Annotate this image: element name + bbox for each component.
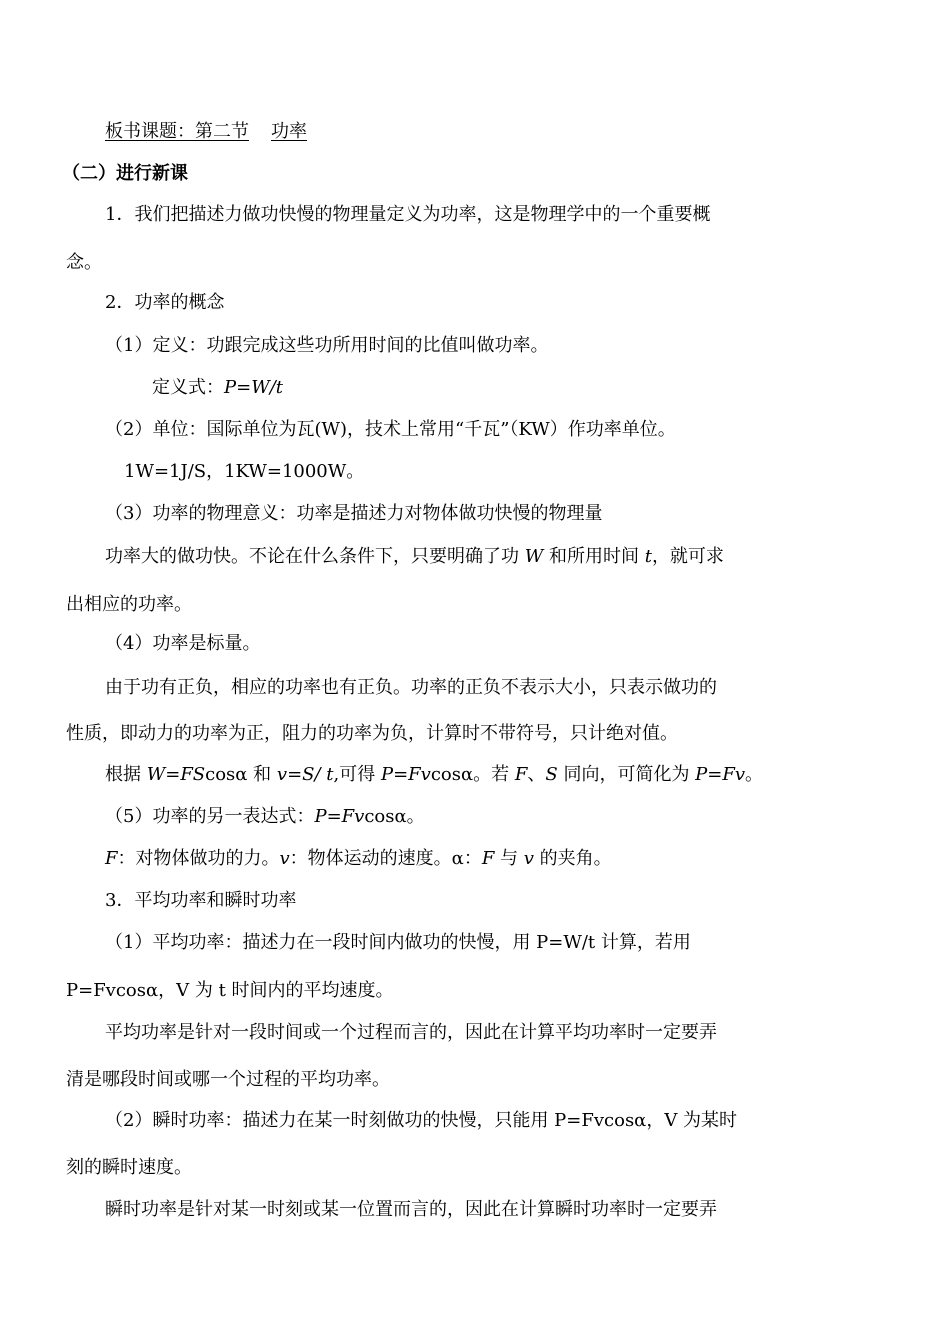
variables-text: 与 [494, 848, 524, 869]
variables-text: ：对物体做功的力。 [117, 848, 280, 869]
section-heading: （二）进行新课 [62, 163, 188, 184]
average-note-line-1: 平均功率是针对一段时间或一个过程而言的，因此在计算平均功率时一定要弄 [105, 1022, 717, 1043]
paragraph-1-line-1: 1．我们把描述力做功快慢的物理量定义为功率，这是物理学中的一个重要概 [105, 204, 711, 225]
formula-p-fv-simplified: P=Fv [695, 764, 746, 785]
symbol-S: S [545, 764, 558, 785]
symbol-W: W [524, 546, 544, 567]
derivation-text: 、 [527, 764, 546, 785]
sign-line-2: 性质，即动力的功率为正，阻力的功率为负，计算时不带符号，只计绝对值。 [66, 723, 678, 744]
symbol-F: F [481, 848, 495, 869]
alt-formula: P=Fv [314, 806, 365, 827]
item-3-heading: 3．平均功率和瞬时功率 [105, 890, 297, 911]
variables-text: 的夹角。 [533, 848, 612, 869]
derivation-line [105, 764, 763, 786]
meaning-text-c: ，就可求 [651, 546, 724, 567]
symbol-F: F [105, 848, 118, 869]
scalar-text: （4）功率是标量。 [105, 633, 261, 654]
derivation-text: cosα 和 [205, 764, 277, 785]
average-power-line-1: （1）平均功率：描述力在一段时间内做功的快慢，用 P=W/t 计算，若用 [105, 932, 691, 953]
alt-formula-tail: cosα。 [364, 806, 425, 827]
definition-formula: P=W/t [224, 377, 283, 398]
item-2-heading: 2．功率的概念 [105, 292, 225, 313]
average-note-line-2: 清是哪段时间或哪一个过程的平均功率。 [66, 1069, 390, 1090]
alt-expression-line [105, 806, 425, 828]
average-power-line-2: P=Fvcosα，V 为 t 时间内的平均速度。 [66, 980, 394, 1001]
variables-line [105, 848, 612, 870]
meaning-line-1 [105, 546, 724, 568]
definition-text: （1）定义：功跟完成这些功所用时间的比值叫做功率。 [105, 335, 549, 356]
meaning-text-b: 和所用时间 [543, 546, 645, 567]
derivation-text: 。 [745, 764, 764, 785]
board-title [105, 121, 307, 143]
instant-power-line-1: （2）瞬时功率：描述力在某一时刻做功的快慢，只能用 P=Fvcosα，V 为某时 [105, 1110, 738, 1131]
unit-conversion: 1W=1J/S，1KW=1000W。 [124, 461, 365, 482]
alt-expression-label: （5）功率的另一表达式： [105, 806, 315, 827]
formula-p-fv: P=Fv [380, 764, 431, 785]
meaning-text: （3）功率的物理意义：功率是描述力对物体做功快慢的物理量 [105, 503, 603, 524]
meaning-text-a: 功率大的做功快。不论在什么条件下，只要明确了功 [105, 546, 525, 567]
definition-formula-label: 定义式： [152, 377, 224, 398]
formula-v-s-t: v=S/ t [276, 764, 334, 785]
symbol-t: t [644, 546, 652, 567]
symbol-v: v [279, 848, 290, 869]
symbol-v: v [523, 848, 534, 869]
definition-formula-line [152, 377, 283, 399]
paragraph-1-line-2: 念。 [66, 252, 102, 273]
instant-note-line-1: 瞬时功率是针对某一时刻或某一位置而言的，因此在计算瞬时功率时一定要弄 [105, 1199, 717, 1220]
instant-power-line-2: 刻的瞬时速度。 [66, 1157, 192, 1178]
variables-text: ：物体运动的速度。α： [289, 848, 482, 869]
unit-text: （2）单位：国际单位为瓦(W)，技术上常用“千瓦”（KW）作功率单位。 [105, 419, 676, 440]
sign-line-1: 由于功有正负，相应的功率也有正负。功率的正负不表示大小，只表示做功的 [105, 677, 717, 698]
derivation-text: 同向，可简化为 [557, 764, 696, 785]
board-title-topic: 功率 [271, 121, 307, 142]
board-title-label: 板书课题：第二节 [105, 121, 249, 142]
formula-w-fs: W=FS [146, 764, 206, 785]
derivation-text: ,可得 [333, 764, 381, 785]
meaning-line-2: 出相应的功率。 [66, 594, 192, 615]
derivation-text: 根据 [105, 764, 147, 785]
derivation-text: cosα。若 [430, 764, 515, 785]
symbol-F: F [514, 764, 528, 785]
